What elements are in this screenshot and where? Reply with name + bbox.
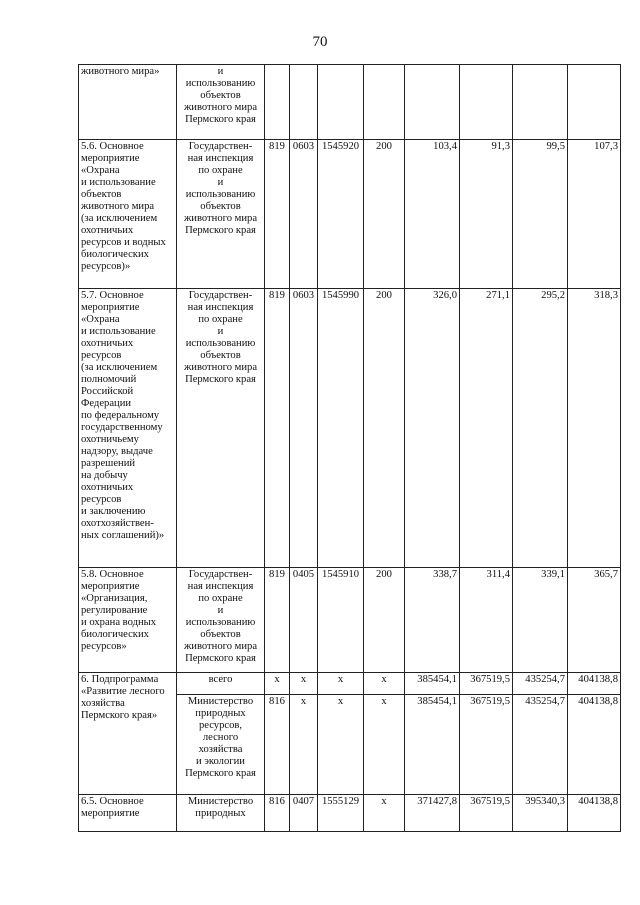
name-line: и охрана водных	[81, 617, 157, 628]
name-line: охотничьих	[81, 225, 134, 236]
amount-cell-3: 295,2	[513, 289, 568, 568]
page-number: 70	[312, 34, 328, 50]
amount-cell-3: 435254,7	[513, 695, 568, 795]
executor-line: животного мира	[183, 102, 258, 113]
executor-line: Государствен-	[188, 141, 253, 152]
gr-code-cell	[265, 65, 290, 140]
executor-line: по охране	[198, 165, 243, 176]
amount-cell-2: 367519,5	[460, 673, 513, 695]
table-row	[79, 65, 621, 140]
rz-code-cell	[290, 65, 318, 140]
measure-name-cell	[79, 65, 177, 140]
name-line: государственному	[81, 422, 163, 433]
amount-cell-3	[513, 65, 568, 140]
name-line: объектов	[81, 189, 122, 200]
name-line: надзору, выдаче	[81, 446, 153, 457]
executor-line: лесного	[202, 732, 239, 743]
executor-line: Пермского края	[185, 374, 256, 385]
executor-line: по охране	[198, 314, 243, 325]
rz-code-cell: 0405	[290, 568, 318, 673]
name-line: мероприятие	[81, 581, 140, 592]
vr-code-cell: х	[364, 795, 405, 832]
executor-line: объектов	[200, 201, 241, 212]
amount-cell-2: 367519,5	[460, 695, 513, 795]
executor-line: использованию	[185, 338, 256, 349]
name-line: мероприятие	[81, 153, 140, 164]
table-row	[79, 289, 621, 568]
csr-code-cell: 1545920	[318, 140, 364, 289]
executor-line: и	[217, 177, 224, 188]
executor-line: использованию	[185, 78, 256, 89]
name-line: (за исключением	[81, 362, 158, 373]
vr-code-cell: 200	[364, 568, 405, 673]
name-line: 6. Подпрограмма	[81, 674, 159, 685]
executor-line: использованию	[185, 189, 256, 200]
name-line: ных соглашений)»	[81, 530, 165, 541]
amount-cell-3: 435254,7	[513, 673, 568, 695]
table-row	[79, 568, 621, 673]
executor-line: ная инспекция	[187, 302, 254, 313]
gr-code-cell: 819	[265, 568, 290, 673]
name-line: биологических	[81, 249, 149, 260]
name-line: полномочий	[81, 374, 137, 385]
executor-cell	[177, 695, 265, 795]
executor-line: всего	[208, 674, 233, 685]
rz-code-cell: 0603	[290, 140, 318, 289]
executor-line: животного мира	[183, 641, 258, 652]
name-line: Пермского края»	[81, 710, 158, 721]
name-line: ресурсов)»	[81, 261, 131, 272]
budget-table	[78, 64, 621, 832]
executor-cell	[177, 568, 265, 673]
executor-line: Пермского края	[185, 653, 256, 664]
executor-line: ная инспекция	[187, 153, 254, 164]
name-line: «Охрана	[81, 165, 120, 176]
measure-name-cell	[79, 673, 177, 795]
executor-cell	[177, 65, 265, 140]
name-line: и использование	[81, 326, 156, 337]
amount-cell-1: 385454,1	[405, 695, 460, 795]
executor-cell	[177, 140, 265, 289]
vr-code-cell: 200	[364, 289, 405, 568]
executor-cell	[177, 289, 265, 568]
csr-code-cell: 1555129	[318, 795, 364, 832]
amount-cell-3: 339,1	[513, 568, 568, 673]
executor-line: хозяйства	[198, 744, 243, 755]
executor-cell	[177, 795, 265, 832]
csr-code-cell: 1545990	[318, 289, 364, 568]
csr-code-cell: х	[318, 673, 364, 695]
amount-cell-1: 326,0	[405, 289, 460, 568]
measure-name-cell	[79, 289, 177, 568]
name-line: на добычу	[81, 470, 128, 481]
name-line: «Охрана	[81, 314, 120, 325]
amount-cell-4: 404138,8	[568, 673, 621, 695]
vr-code-cell: 200	[364, 140, 405, 289]
table-row	[79, 795, 621, 832]
gr-code-cell: 816	[265, 795, 290, 832]
amount-cell-1: 385454,1	[405, 673, 460, 695]
amount-cell-2: 271,1	[460, 289, 513, 568]
vr-code-cell: х	[364, 673, 405, 695]
executor-line: использованию	[185, 617, 256, 628]
executor-line: Государствен-	[188, 569, 253, 580]
vr-code-cell: х	[364, 695, 405, 795]
name-line: 5.7. Основное	[81, 290, 144, 301]
amount-cell-1: 103,4	[405, 140, 460, 289]
executor-line: животного мира	[183, 362, 258, 373]
name-line: по федеральному	[81, 410, 160, 421]
budget-table-body	[79, 65, 621, 832]
name-line: регулирование	[81, 605, 148, 616]
amount-cell-4: 404138,8	[568, 795, 621, 832]
name-line: охотничьему	[81, 434, 139, 445]
name-line: мероприятие	[81, 302, 140, 313]
name-line: 6.5. Основное	[81, 796, 144, 807]
measure-name-cell	[79, 568, 177, 673]
executor-line: Пермского края	[185, 114, 256, 125]
executor-line: и	[217, 605, 224, 616]
table-row	[79, 140, 621, 289]
gr-code-cell: 819	[265, 140, 290, 289]
name-line: охотничьих	[81, 338, 134, 349]
executor-line: Государствен-	[188, 290, 253, 301]
name-line: разрешений	[81, 458, 136, 469]
name-line: Российской	[81, 386, 134, 397]
executor-line: Пермского края	[185, 225, 256, 236]
executor-cell	[177, 673, 265, 695]
rz-code-cell: х	[290, 673, 318, 695]
name-line: хозяйства	[81, 698, 125, 709]
name-line: «Развитие лесного	[81, 686, 165, 697]
gr-code-cell: 816	[265, 695, 290, 795]
name-line: охотхозяйствен-	[81, 518, 154, 529]
vr-code-cell	[364, 65, 405, 140]
executor-line: по охране	[198, 593, 243, 604]
amount-cell-2: 91,3	[460, 140, 513, 289]
amount-cell-3: 395340,3	[513, 795, 568, 832]
name-line: ресурсов	[81, 494, 122, 505]
gr-code-cell: 819	[265, 289, 290, 568]
gr-code-cell: х	[265, 673, 290, 695]
executor-line: объектов	[200, 629, 241, 640]
amount-cell-4	[568, 65, 621, 140]
name-line: (за исключением	[81, 213, 158, 224]
amount-cell-4: 365,7	[568, 568, 621, 673]
executor-line: ная инспекция	[187, 581, 254, 592]
amount-cell-1: 371427,8	[405, 795, 460, 832]
csr-code-cell: х	[318, 695, 364, 795]
rz-code-cell: х	[290, 695, 318, 795]
name-line: и заключению	[81, 506, 146, 517]
name-line: мероприятие	[81, 808, 140, 819]
amount-cell-2: 367519,5	[460, 795, 513, 832]
name-line: Федерации	[81, 398, 132, 409]
name-line: «Организация,	[81, 593, 148, 604]
executor-line: объектов	[200, 90, 241, 101]
executor-line: и экологии	[196, 756, 245, 767]
measure-name-cell	[79, 795, 177, 832]
rz-code-cell: 0407	[290, 795, 318, 832]
table-row	[79, 673, 621, 695]
executor-line: объектов	[200, 350, 241, 361]
name-line: ресурсов и водных	[81, 237, 166, 248]
name-line: биологических	[81, 629, 149, 640]
name-line: животного мира	[81, 201, 155, 212]
amount-cell-2: 311,4	[460, 568, 513, 673]
name-line: и использование	[81, 177, 156, 188]
executor-line: Пермского края	[185, 768, 256, 779]
name-line: животного мира»	[81, 66, 160, 77]
name-line: ресурсов»	[81, 641, 127, 652]
name-line: ресурсов	[81, 350, 122, 361]
executor-line: природных	[195, 808, 246, 819]
executor-line: и	[217, 66, 224, 77]
amount-cell-1	[405, 65, 460, 140]
measure-name-cell	[79, 140, 177, 289]
executor-line: ресурсов,	[198, 720, 243, 731]
executor-line: и	[217, 326, 224, 337]
name-line: 5.8. Основное	[81, 569, 144, 580]
amount-cell-3: 99,5	[513, 140, 568, 289]
name-line: 5.6. Основное	[81, 141, 144, 152]
executor-line: Министерство	[187, 796, 254, 807]
csr-code-cell	[318, 65, 364, 140]
csr-code-cell: 1545910	[318, 568, 364, 673]
amount-cell-4: 318,3	[568, 289, 621, 568]
amount-cell-4: 107,3	[568, 140, 621, 289]
executor-line: природных	[195, 708, 246, 719]
executor-line: животного мира	[183, 213, 258, 224]
rz-code-cell: 0603	[290, 289, 318, 568]
amount-cell-1: 338,7	[405, 568, 460, 673]
amount-cell-2	[460, 65, 513, 140]
amount-cell-4: 404138,8	[568, 695, 621, 795]
name-line: охотничьих	[81, 482, 134, 493]
executor-line: Министерство	[187, 696, 254, 707]
